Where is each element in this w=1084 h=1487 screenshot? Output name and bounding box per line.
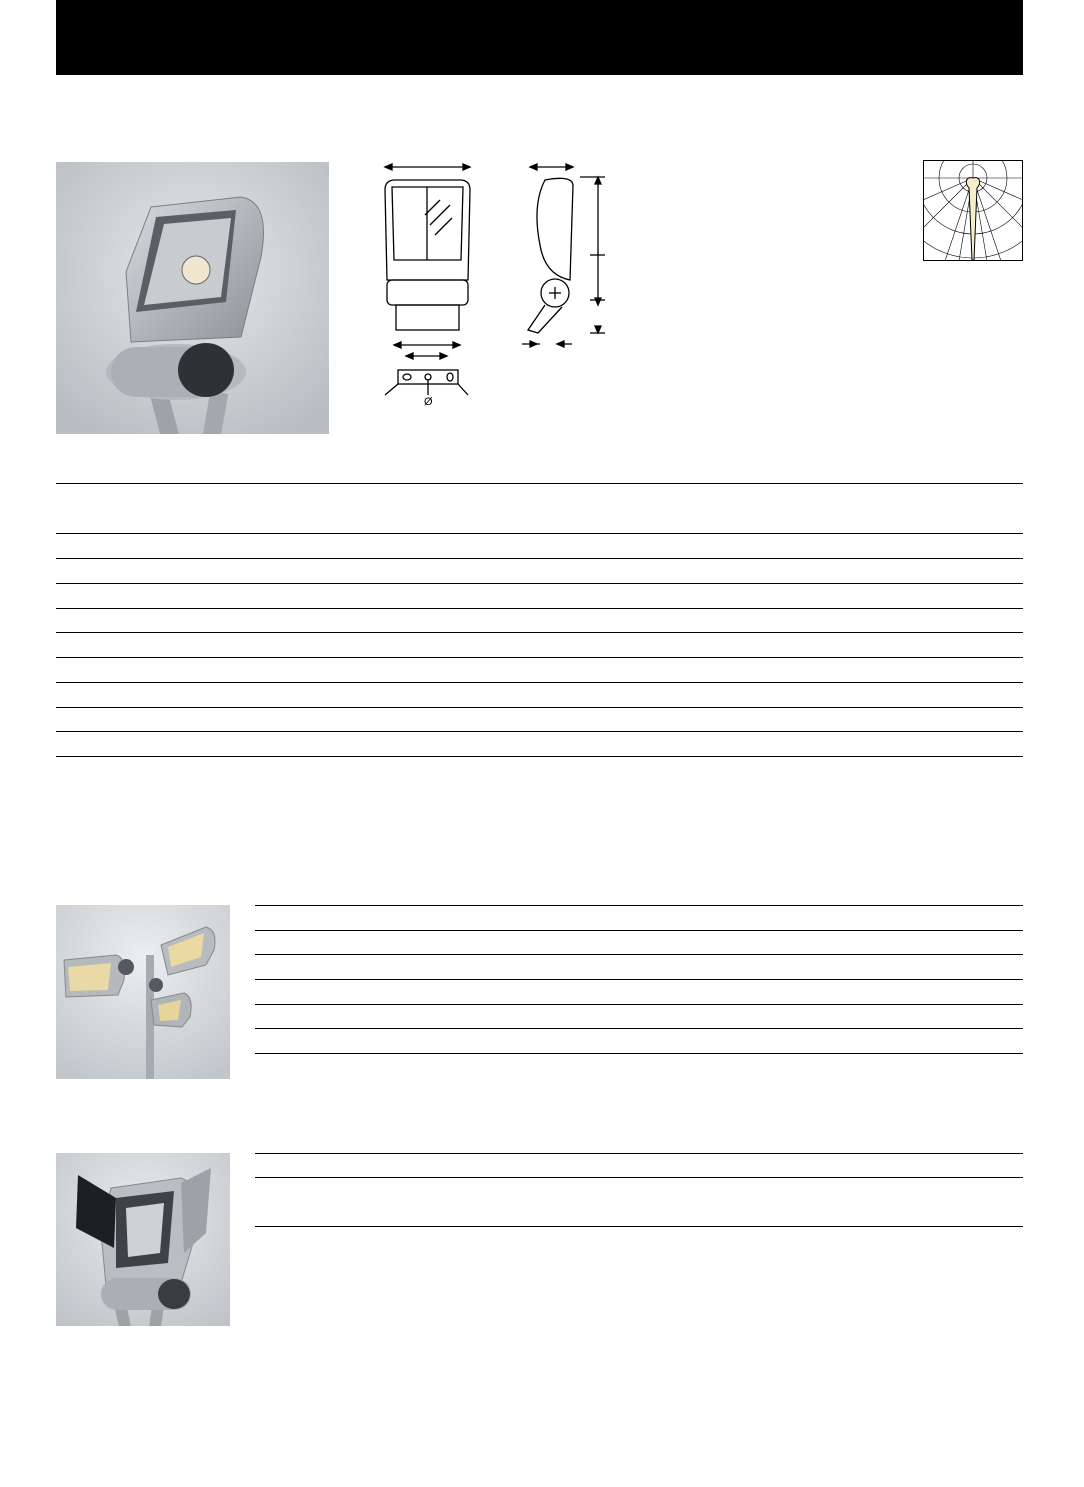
table-rule [255, 1177, 1023, 1178]
table-rule [56, 682, 1023, 683]
table-rule [56, 707, 1023, 708]
table-rule [56, 632, 1023, 633]
table-rule [56, 657, 1023, 658]
table-rule [255, 979, 1023, 980]
table-rule [255, 1226, 1023, 1227]
table-rule [56, 558, 1023, 559]
table-rule [255, 930, 1023, 931]
header-bar [56, 0, 1023, 75]
cluster-product-photo [56, 905, 230, 1079]
table-rule [255, 1153, 1023, 1154]
table-rule [255, 954, 1023, 955]
main-product-photo [56, 162, 329, 434]
table-rule [255, 1004, 1023, 1005]
polar-light-distribution-chart [923, 160, 1023, 261]
table-rule [56, 608, 1023, 609]
table-rule [56, 533, 1023, 534]
table-rule [255, 905, 1023, 906]
table-rule [56, 483, 1023, 484]
diameter-symbol: Ø [424, 396, 433, 408]
table-rule [56, 583, 1023, 584]
table-rule [255, 1053, 1023, 1054]
dimension-drawing [380, 155, 620, 415]
barndoor-product-photo [56, 1153, 230, 1326]
table-rule [255, 1028, 1023, 1029]
table-rule [56, 756, 1023, 757]
table-rule [56, 731, 1023, 732]
